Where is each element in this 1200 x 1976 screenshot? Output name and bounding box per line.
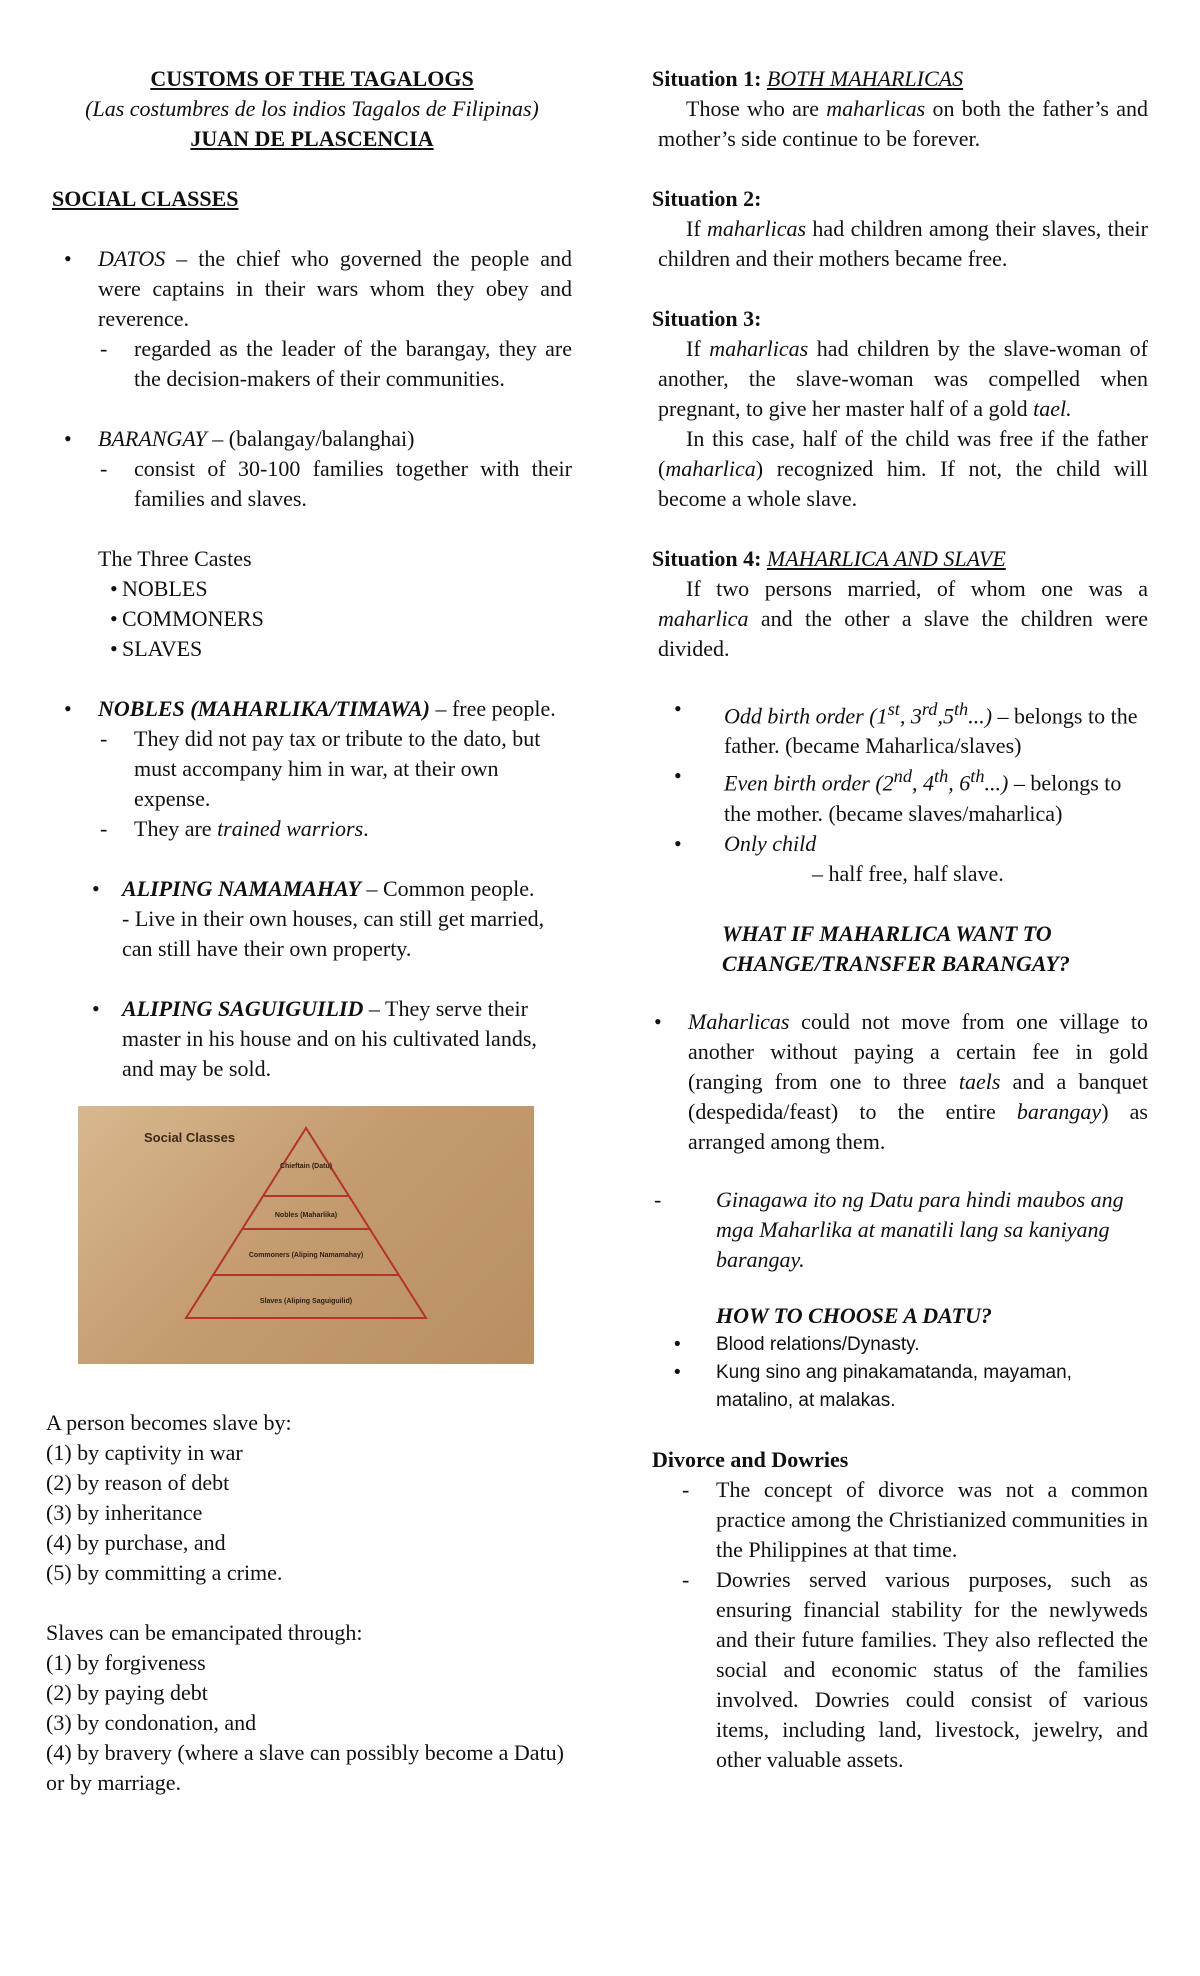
nobles-item <box>52 694 572 844</box>
datos-desc: – the chief who governed the people and were captains in their wars whom they obey and reverence. <box>98 246 572 331</box>
pyramid-level-commoners: Commoners (Aliping Namamahay) <box>248 1252 364 1259</box>
emancipation <box>46 1618 572 1798</box>
page-title: CUSTOMS OF THE TAGALOGS <box>150 66 474 91</box>
emancipation-title: Slaves can be emancipated through: <box>46 1620 363 1645</box>
situation-3-text-2: In this case, half of the child was free if the father (maharlica) recognized him. If not, the child will become a whole slave. <box>658 426 1148 511</box>
datu-criterion: • Kung sino ang pinakamatanda, mayaman, matalino, at malakas. <box>652 1359 1148 1415</box>
emancipation-item: (3) by condonation, and <box>46 1710 257 1735</box>
pyramid-title: Social Classes <box>144 1130 236 1145</box>
barangay-term: BARANGAY <box>98 426 207 451</box>
situation-4-label: Situation 4: <box>652 546 767 571</box>
emancipation-item: (1) by forgiveness <box>46 1650 206 1675</box>
datos-dash: - regarded as the leader of the barangay, they are the decision-makers of their communities. <box>98 334 572 394</box>
situation-2-text: If maharlicas had children among their slaves, their children and their mothers became free. <box>658 216 1148 271</box>
transfer-rule: • Maharlicas could not move from one village to another without paying a certain fee in gold (ranging from one to three taels and a banquet (despedida/feast) to the entire barangay) as arranged among them. <box>642 1007 1148 1157</box>
odd-birth-order: • Odd birth order (1st, 3rd,5th...) – belongs to the father. (became Maharlica/slaves) <box>652 694 1148 761</box>
barangay-desc: – (balangay/balanghai) <box>206 426 415 451</box>
situation-2-label: Situation 2: <box>652 186 762 211</box>
choose-datu-list <box>652 1331 1148 1415</box>
becomes-slave-item: (5) by committing a crime. <box>46 1560 283 1585</box>
saguiguilid-desc: – They serve their master in his house and on his cultivated lands, and may be sold. <box>122 996 537 1081</box>
datu-criterion: • Blood relations/Dynasty. <box>652 1331 1148 1359</box>
situation-1-text: Those who are maharlicas on both the father’s and mother’s side continue to be forever. <box>658 96 1148 151</box>
right-column <box>652 64 1148 1775</box>
three-castes <box>52 544 572 664</box>
pyramid-level-nobles: Nobles (Maharlika) <box>274 1212 338 1219</box>
namamahay-detail: - Live in their own houses, can still get married, can still have their own property. <box>122 906 545 961</box>
choose-datu <box>652 1301 1148 1331</box>
pyramid-level-slaves: Slaves (Aliping Saguiguilid) <box>259 1298 353 1305</box>
saguiguilid-item <box>52 994 572 1084</box>
social-classes-pyramid <box>78 1106 534 1364</box>
situation-1-title: BOTH MAHARLICAS <box>766 66 964 91</box>
page-subtitle: (Las costumbres de los indios Tagalos de Filipinas) <box>85 96 539 121</box>
situation-4-text: If two persons married, of whom one was a maharlica and the other a slave the children were divided. <box>658 576 1148 661</box>
situation-1 <box>652 64 1148 154</box>
pyramid-outline <box>186 1128 426 1318</box>
becomes-slave-item: (2) by reason of debt <box>46 1470 230 1495</box>
only-child: • Only child – half free, half slave. <box>652 829 1148 889</box>
caste-item: • COMMONERS <box>98 604 572 634</box>
datos-term: DATOS <box>98 246 166 271</box>
namamahay-term: ALIPING NAMAMAHAY <box>122 876 361 901</box>
left-column <box>46 64 572 1798</box>
barangay-item <box>52 424 572 514</box>
becomes-slave-item: (4) by purchase, and <box>46 1530 226 1555</box>
transfer-question-line-1: WHAT IF MAHARLICA WANT TO <box>722 920 1052 946</box>
birth-order-list <box>652 694 1148 889</box>
datos-item <box>52 244 572 394</box>
emancipation-item: (2) by paying debt <box>46 1680 208 1705</box>
divorce-dash-2: - Dowries served various purposes, such as ensuring financial stability for the newlyweds and their future families. They also reflected the social and economic status of the families involved. Dowries could consist of various items, including land, livestock, jewelry, and other valuable assets. <box>680 1565 1148 1775</box>
namamahay-item <box>52 874 572 964</box>
situation-3-label: Situation 3: <box>652 306 762 331</box>
pyramid-level-datu: Chieftain (Datu) <box>279 1163 333 1170</box>
transfer-question-line-2: CHANGE/TRANSFER BARANGAY? <box>722 950 1070 976</box>
barangay-dash: - consist of 30-100 families together with their families and slaves. <box>98 454 572 514</box>
situation-4-title: MAHARLICA AND SLAVE <box>766 546 1006 571</box>
caste-item: • NOBLES <box>98 574 572 604</box>
situation-4 <box>652 544 1148 889</box>
castes-title: The Three Castes <box>98 546 252 571</box>
slave-causes <box>46 1408 572 1588</box>
even-birth-order: • Even birth order (2nd, 4th, 6th...) – belongs to the mother. (became slaves/maharlica) <box>652 761 1148 828</box>
becomes-slave-item: (3) by inheritance <box>46 1500 203 1525</box>
becomes-slave-title: A person becomes slave by: <box>46 1410 292 1435</box>
situation-3 <box>652 304 1148 514</box>
nobles-desc: – free people. <box>429 696 556 721</box>
divorce-heading: Divorce and Dowries <box>652 1446 849 1472</box>
emancipation-item: (4) by bravery (where a slave can possibly become a Datu) or by marriage. <box>46 1740 565 1795</box>
situation-3-text-1: If maharlicas had children by the slave-woman of another, the slave-woman was compelled when pregnant, to give her master half of a gold tael. <box>658 336 1149 421</box>
namamahay-desc: – Common people. <box>361 876 535 901</box>
nobles-dash-1: - They did not pay tax or tribute to the dato, but must accompany him in war, at their own expense. <box>98 724 572 814</box>
pyramid-svg <box>78 1106 534 1364</box>
caste-item: • SLAVES <box>98 634 572 664</box>
nobles-dash-2: - They are trained warriors. <box>98 814 572 844</box>
becomes-slave-item: (1) by captivity in war <box>46 1440 243 1465</box>
nobles-term: NOBLES (MAHARLIKA/TIMAWA) <box>98 696 430 721</box>
social-classes-heading: SOCIAL CLASSES <box>52 186 239 211</box>
situation-2 <box>652 184 1148 274</box>
tagalog-note: - Ginagawa ito ng Datu para hindi maubos ang mga Maharlika at manatili lang sa kaniyang barangay. <box>652 1185 1148 1275</box>
divorce-dash-1: - The concept of divorce was not a common practice among the Christianized communities in the Philippines at that time. <box>680 1475 1148 1565</box>
saguiguilid-term: ALIPING SAGUIGUILID <box>122 996 364 1021</box>
divorce-dowries <box>652 1445 1148 1775</box>
choose-datu-question: HOW TO CHOOSE A DATU? <box>716 1302 992 1328</box>
situation-1-label: Situation 1: <box>652 66 767 91</box>
author-name: JUAN DE PLASCENCIA <box>190 126 434 151</box>
transfer-question <box>652 919 1148 979</box>
